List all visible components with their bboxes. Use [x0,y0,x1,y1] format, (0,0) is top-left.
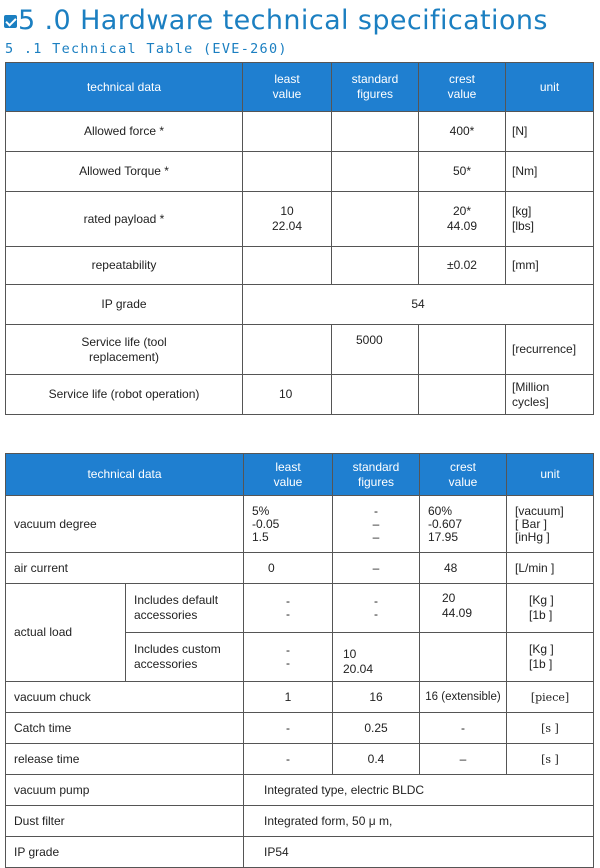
header-crest-value: crest value [420,454,507,496]
merged-value-cell: 54 [243,285,594,325]
header-technical-data: technical data [6,63,243,112]
standard-value-cell: 0.4 [333,744,420,775]
row-label: repeatability [6,247,243,285]
crest-value-cell: – [420,744,507,775]
standard-value-cell [332,375,419,415]
unit-cell: [Kg ] [1b ] [507,633,594,682]
least-value-cell: - - [244,633,333,682]
merged-value-cell: Integrated type, electric BLDC [244,775,594,806]
table-row [6,584,594,633]
table-row [6,192,594,247]
crest-value-cell: 48 [420,553,507,584]
table-row [6,713,594,744]
standard-value-cell: 10 20.04 [333,633,420,682]
sub-row-label: Includes custom accessories [126,633,244,682]
table-row [6,837,594,868]
crest-value-cell [419,375,506,415]
header-least-value: least value [244,454,333,496]
unit-cell: [piece] [507,682,594,713]
standard-value-cell: - - [333,584,420,633]
unit-cell: [Nm] [506,152,594,192]
least-value-cell: 1 [244,682,333,713]
crest-value-cell: - [420,713,507,744]
row-label: vacuum pump [6,775,244,806]
row-label: rated payload * [6,192,243,247]
crest-value-cell [420,633,507,682]
crest-value-cell: 20 44.09 [420,584,507,633]
unit-cell: [kg] [lbs] [506,192,594,247]
unit-cell: [s ] [507,744,594,775]
section-number: 5 .0 [18,4,72,36]
table-row [6,152,594,192]
table-row [6,112,594,152]
unit-cell: [Million cycles] [506,375,594,415]
crest-value-cell: 20* 44.09 [419,192,506,247]
unit-cell: [N] [506,112,594,152]
technical-table-1 [5,62,594,415]
least-value-cell [243,325,332,375]
least-value-cell: 10 22.04 [243,192,332,247]
unit-cell: [Kg ] [1b ] [507,584,594,633]
crest-value-cell: 60% -0.607 17.95 [420,496,507,553]
header-least-value: least value [243,63,332,112]
technical-table-2 [5,453,594,868]
least-value-cell: 0 [244,553,333,584]
row-label: vacuum degree [6,496,244,553]
crest-value-cell: ±0.02 [419,247,506,285]
table-row [6,553,594,584]
table-row [6,496,594,553]
unit-cell: [recurrence] [506,325,594,375]
table-row [6,247,594,285]
standard-value-cell [332,152,419,192]
header-unit: unit [506,63,594,112]
table-row [6,806,594,837]
standard-value-cell: 0.25 [333,713,420,744]
standard-value-cell: - – – [333,496,420,553]
crest-value-cell: 16 (extensible) [420,682,507,713]
standard-value-cell [332,112,419,152]
row-label: vacuum chuck [6,682,244,713]
table-row [6,744,594,775]
least-value-cell [243,112,332,152]
crest-value-cell: 50* [419,152,506,192]
least-value-cell [243,247,332,285]
least-value-cell: - [244,744,333,775]
row-label: Dust filter [6,806,244,837]
least-value-cell: - [244,713,333,744]
table-row [6,682,594,713]
header-standard-figures: standard figures [332,63,419,112]
crest-value-cell: 400* [419,112,506,152]
table-header-row [6,454,594,496]
unit-cell: [mm] [506,247,594,285]
least-value-cell: 5% -0.05 1.5 [244,496,333,553]
table-header-row [6,63,594,112]
standard-value-cell: – [333,553,420,584]
table-row [6,775,594,806]
header-unit: unit [507,454,594,496]
unit-cell: [L/min ] [507,553,594,584]
least-value-cell: 10 [243,375,332,415]
table-row [6,325,594,375]
standard-value-cell [332,247,419,285]
row-label: Allowed force * [6,112,243,152]
row-label: release time [6,744,244,775]
unit-cell: [s ] [507,713,594,744]
standard-value-cell: 16 [333,682,420,713]
section-heading [4,2,548,38]
merged-value-cell: Integrated form, 50 μ m, [244,806,594,837]
row-label: Allowed Torque * [6,152,243,192]
standard-value-cell [332,192,419,247]
unit-cell: [vacuum] [ Bar ] [inHg ] [507,496,594,553]
least-value-cell [243,152,332,192]
table-row [6,375,594,415]
row-label: IP grade [6,285,243,325]
row-label: actual load [6,584,126,682]
crest-value-cell [419,325,506,375]
header-technical-data: technical data [6,454,244,496]
section-title: Hardware technical specifications [80,4,548,36]
subsection-heading: 5 .1 Technical Table (EVE-260) [5,41,288,57]
row-label: air current [6,553,244,584]
row-label: IP grade [6,837,244,868]
header-crest-value: crest value [419,63,506,112]
checkbox-icon [4,15,17,28]
standard-value-cell: 5000 [332,325,419,375]
row-label: Service life (tool replacement) [6,325,243,375]
row-label: Service life (robot operation) [6,375,243,415]
table-row [6,285,594,325]
least-value-cell: - - [244,584,333,633]
merged-value-cell: IP54 [244,837,594,868]
row-label: Catch time [6,713,244,744]
header-standard-figures: standard figures [333,454,420,496]
sub-row-label: Includes default accessories [126,584,244,633]
